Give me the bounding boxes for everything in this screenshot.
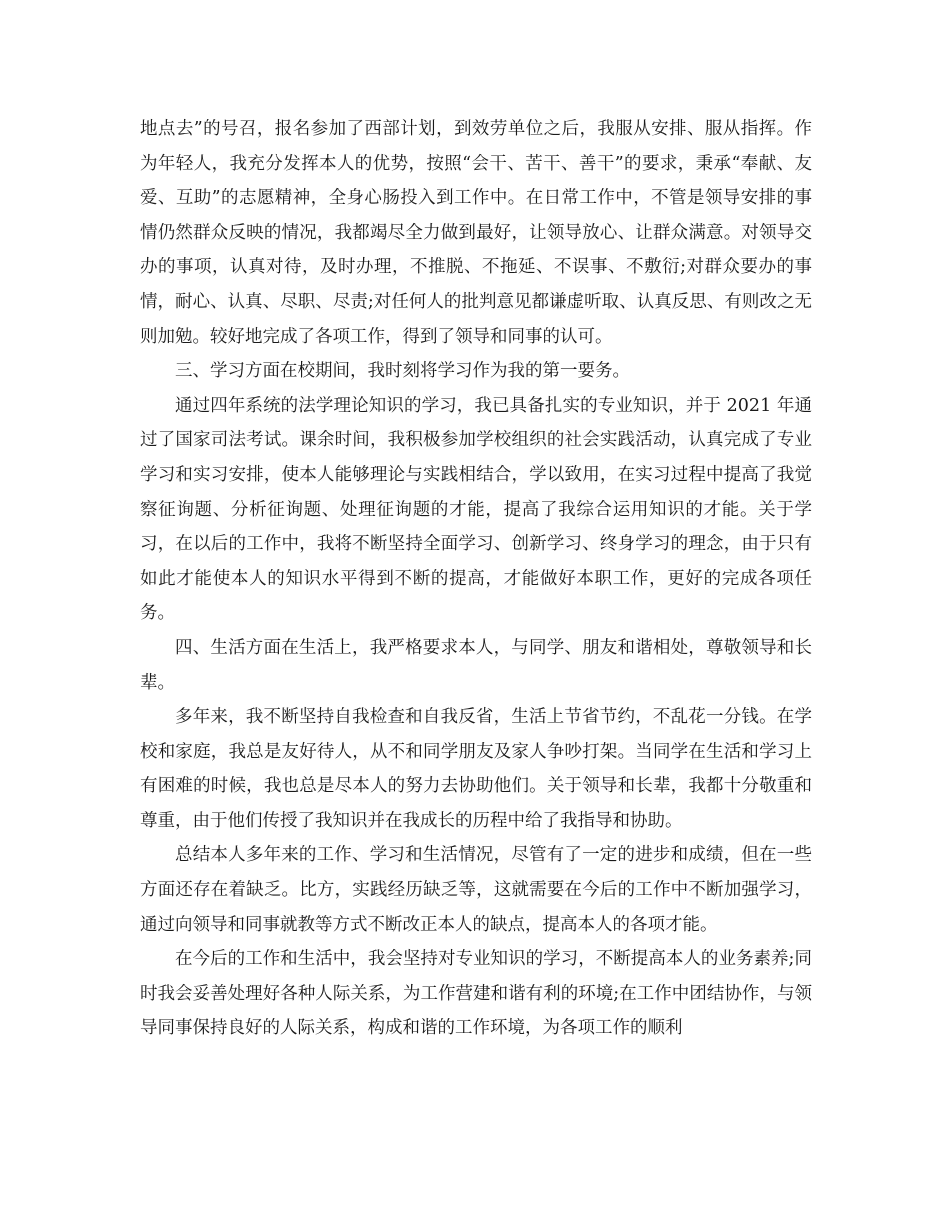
paragraph-life-details: 多年来，我不断坚持自我检查和自我反省，生活上节省节约，不乱花一分钱。在学校和家庭，我总是友好待人，从不和同学朋友及家人争吵打架。当同学在生活和学习上有困难的时候，我也总是尽本人的努力去协助他们。关于领导和长辈，我都十分敬重和尊重，由于他们传授了我知识并在我成长的历程中给了我指导和协助。 [140,707,812,831]
paragraph-summary: 总结本人多年来的工作、学习和生活情况，尽管有了一定的进步和成绩，但在一些方面还存在着缺乏。比方，实践经历缺乏等，这就需要在今后的工作中不断加强学习，通过向领导和同事就教等方式不断改正本人的缺点，提高本人的各项才能。 [140,845,812,935]
paragraph-study-heading: 三、学习方面在校期间，我时刻将学习作为我的第一要务。 [175,361,630,382]
paragraph-study-details: 通过四年系统的法学理论知识的学习，我已具备扎实的专业知识，并于 2021 年通过了国家司法考试。课余时间，我积极参加学校组织的社会实践活动，认真完成了专业学习和实习安排，使本人能够理论与实践相结合，学以致用，在实习过程中提高了我觉察征询题、分析征询题、处理征询题的才能，提高了我综合运用知识的才能。关于学习，在以后的工作中，我将不断坚持全面学习、创新学习、终身学习的理念，由于只有如此才能使本人的知识水平得到不断的提高，才能做好本职工作，更好的完成各项任务。 [140,395,812,624]
paragraph-life-heading: 四、生活方面在生活上，我严格要求本人，与同学、朋友和谐相处，尊敬领导和长辈。 [140,637,812,693]
document-page [140,112,812,1046]
paragraph-work-continuation: 地点去”的号召，报名参加了西部计划，到效劳单位之后，我服从安排、服从指挥。作为年轻人，我充分发挥本人的优势，按照“会干、苦干、善干”的要求，秉承“奉献、友爱、互助”的志愿精神，全身心肠投入到工作中。在日常工作中，不管是领导安排的事情仍然群众反映的情况，我都竭尽全力做到最好，让领导放心、让群众满意。对领导交办的事项，认真对待，及时办理，不推脱、不拖延、不误事、不敷衍;对群众要办的事情，耐心、认真、尽职、尽责;对任何人的批判意见都谦虚听取、认真反思、有则改之无则加勉。较好地完成了各项工作，得到了领导和同事的认可。 [140,119,812,347]
paragraph-future-plans: 在今后的工作和生活中，我会坚持对专业知识的学习，不断提高本人的业务素养;同时我会妥善处理好各种人际关系，为工作营建和谐有利的环境;在工作中团结协作，与领导同事保持良好的人际关系，构成和谐的工作环境，为各项工作的顺利 [140,949,812,1039]
